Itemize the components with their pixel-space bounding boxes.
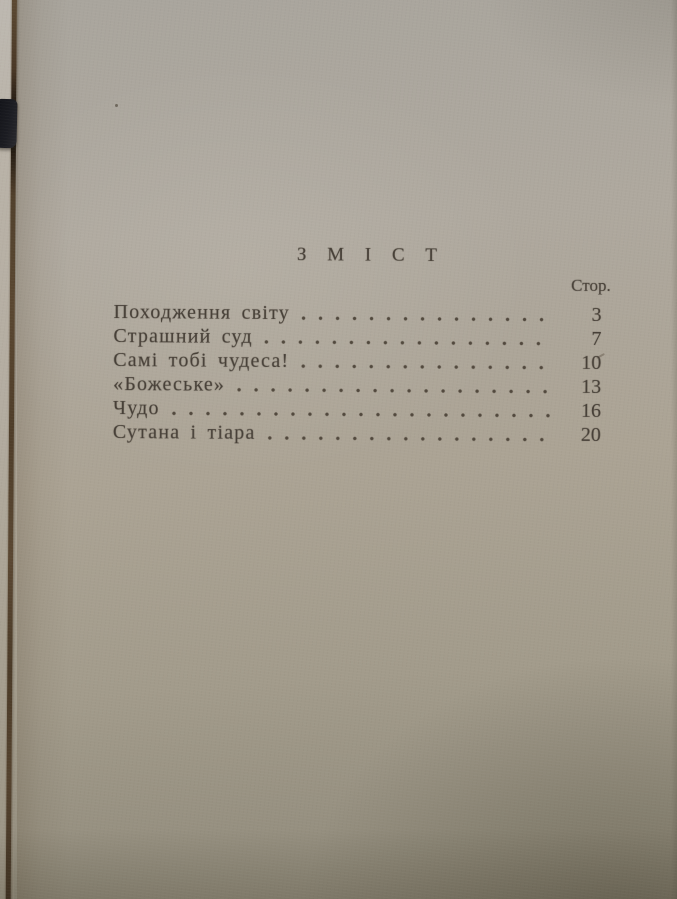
leader-dots: [301, 360, 551, 371]
stor-row: [114, 274, 611, 296]
toc-entry-row: [113, 372, 603, 399]
entry-title: Сутана і тіара: [112, 420, 256, 444]
entry-page-number: 3: [591, 303, 602, 326]
leader-dots: [265, 336, 552, 347]
toc-entry-row: [113, 420, 603, 447]
entry-page-number: 7: [591, 327, 602, 350]
bottom-shade: [0, 829, 677, 899]
entry-page-number: 13: [581, 375, 602, 398]
spine-shadow: [17, 0, 69, 899]
toc-entry-row: [113, 396, 603, 423]
title-row: [114, 243, 604, 268]
page-title: З М І С Т: [296, 244, 446, 267]
entry-title: «Божеське»: [113, 372, 226, 396]
entry-page-number: 10: [581, 351, 602, 374]
toc-list: [113, 300, 604, 447]
page-column-label: Стор.: [571, 275, 611, 296]
entry-page-number: 16: [580, 399, 602, 422]
entry-title: Страшний суд: [113, 324, 253, 348]
right-page-edge: [671, 0, 677, 899]
spine-clip: [0, 99, 18, 149]
leader-dots: [267, 432, 550, 443]
entry-title: Чудо: [112, 396, 160, 420]
toc-entry-row: [113, 324, 603, 351]
leader-dots: [237, 384, 551, 395]
entry-page-number: 20: [580, 423, 601, 446]
toc-content: [112, 243, 611, 447]
leader-dots: [172, 407, 551, 418]
toc-entry-row: [113, 348, 603, 375]
paper-speck: [115, 104, 118, 107]
entry-title: Самі тобі чудеса!: [113, 348, 290, 373]
entry-title: Походження світу: [113, 300, 291, 325]
toc-entry-row: [114, 300, 604, 327]
leader-dots: [302, 312, 552, 323]
